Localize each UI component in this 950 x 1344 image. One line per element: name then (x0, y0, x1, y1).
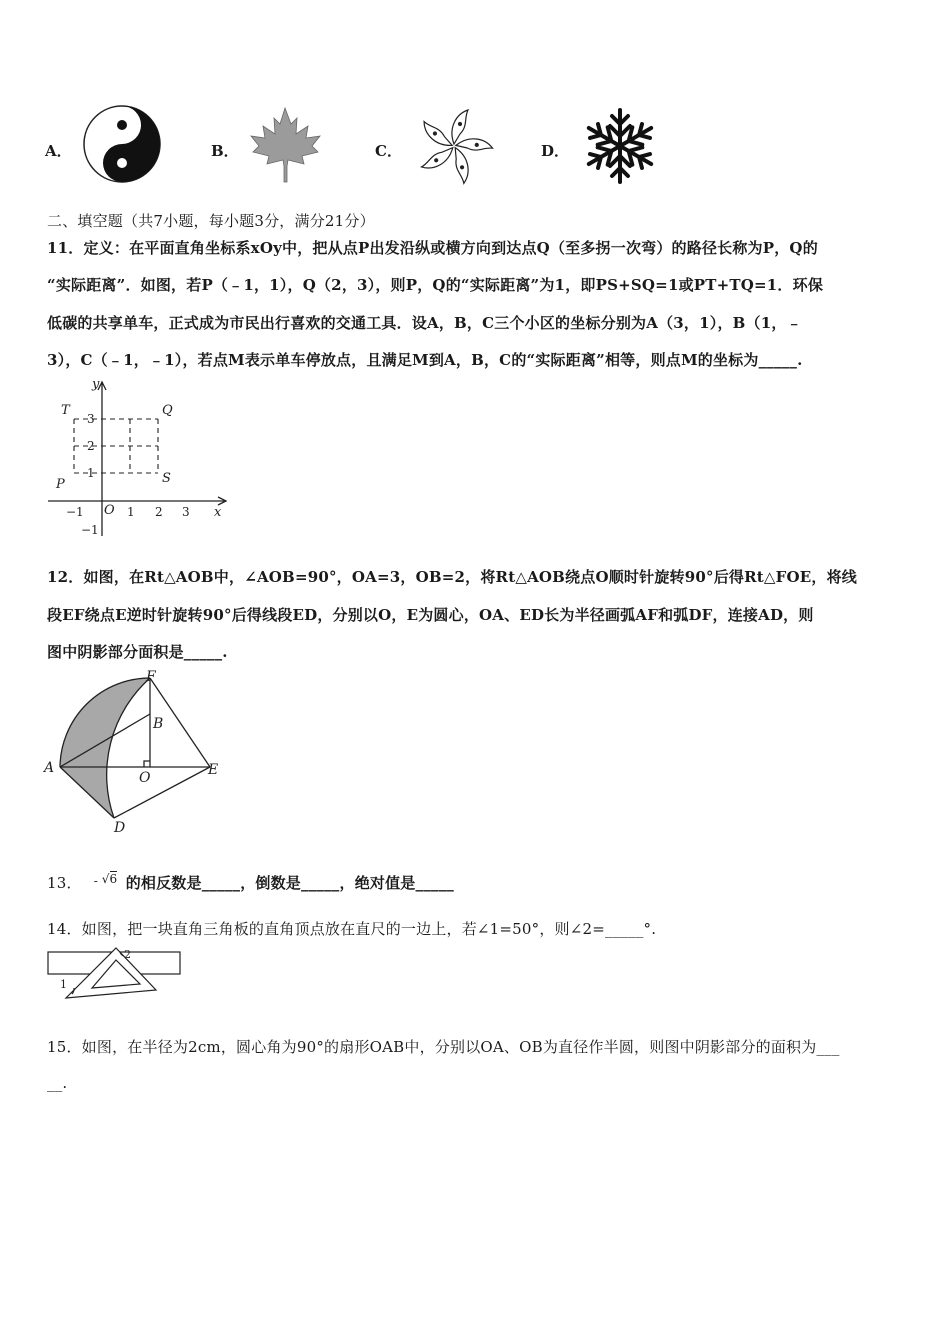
q13-line (47, 872, 454, 893)
q11-line-4: 3），C（﹣1，﹣1），若点M表示单车停放点，且满足M到A，B，C的“实际距离”相等，则点M的坐标为_____. (47, 351, 803, 369)
q15-line-2: __. (47, 1074, 68, 1092)
q12-line-3: 图中阴影部分面积是_____. (47, 643, 228, 661)
q12-line-2: 段EF绕点E逆时针旋转90°后得线段ED，分别以O，E为圆心，OA、ED长为半径画弧AF和弧DF，连接AD，则 (47, 606, 814, 624)
x-axis-label: x (214, 505, 222, 520)
y-tick-1: 1 (87, 466, 95, 480)
sqrt-icon: √6 (101, 872, 118, 886)
q13-number: 13． (47, 874, 82, 892)
bauhinia-icon (410, 104, 498, 188)
point-e-label: E (208, 762, 219, 778)
q11-line-1: 11．定义：在平面直角坐标系xOy中，把从点P出发沿纵或横方向到达点Q（至多拐一次弯）的路径长称为P，Q的 (47, 239, 818, 257)
point-t-label: T (61, 403, 70, 418)
point-o-label: O (139, 770, 151, 786)
section-heading: 二、填空题（共7小题，每小题3分，满分21分） (47, 212, 375, 230)
option-d-label: D． (541, 142, 570, 160)
q13-text: 的相反数是_____，倒数是_____，绝对值是_____ (125, 874, 454, 892)
option-a-label: A． (45, 142, 72, 160)
maple-leaf-icon (246, 104, 326, 184)
q11-line-3: 低碳的共享单车，正式成为市民出行喜欢的交通工具．设A，B，C三个小区的坐标分别为A（3，1），B（1，﹣ (47, 314, 802, 332)
y-tick-neg1: −1 (81, 523, 99, 537)
q14-ruler-triangle-figure (44, 946, 184, 1004)
point-a-label: A (44, 760, 55, 776)
q12-geometry-figure (40, 668, 230, 838)
option-c-label: C． (375, 142, 402, 160)
angle-2-label: 2 (124, 948, 131, 961)
angle-1-label: 1 (60, 978, 67, 991)
q11-coordinate-figure (44, 376, 234, 546)
point-s-label: S (162, 471, 171, 486)
point-p-label: P (56, 477, 65, 492)
x-tick-3: 3 (182, 505, 190, 519)
y-axis-label: y (92, 377, 100, 392)
q11-line-2: “实际距离”．如图，若P（﹣1，1），Q（2，3），则P，Q的“实际距离”为1，即PS+SQ=1或PT+TQ=1．环保 (47, 276, 824, 294)
neg-sign: - (93, 874, 98, 888)
y-tick-3: 3 (87, 412, 95, 426)
q12-line-1: 12．如图，在Rt△AOB中，∠AOB=90°，OA=3，OB=2，将Rt△AOB绕点O顺时针旋转90°后得Rt△FOE，将线 (47, 568, 857, 586)
y-tick-2: 2 (87, 439, 95, 453)
option-b-label: B． (211, 142, 239, 160)
x-tick-1: 1 (127, 505, 135, 519)
x-tick-neg1: −1 (66, 505, 84, 519)
q14-line: 14．如图，把一块直角三角板的直角顶点放在直尺的一边上，若∠1=50°，则∠2=_____°. (47, 920, 657, 938)
origin-label: O (104, 503, 115, 518)
point-q-label: Q (162, 403, 173, 418)
snowflake-icon (580, 104, 660, 188)
yin-yang-icon (82, 104, 166, 188)
radicand: 6 (109, 872, 118, 886)
point-d-label: D (114, 820, 126, 836)
x-tick-2: 2 (155, 505, 163, 519)
point-f-label: F (146, 669, 156, 685)
point-b-label: B (153, 716, 164, 732)
q15-line-1: 15．如图，在半径为2cm，圆心角为90°的扇形OAB中，分别以OA、OB为直径作半圆，则图中阴影部分的面积为___ (47, 1038, 840, 1056)
